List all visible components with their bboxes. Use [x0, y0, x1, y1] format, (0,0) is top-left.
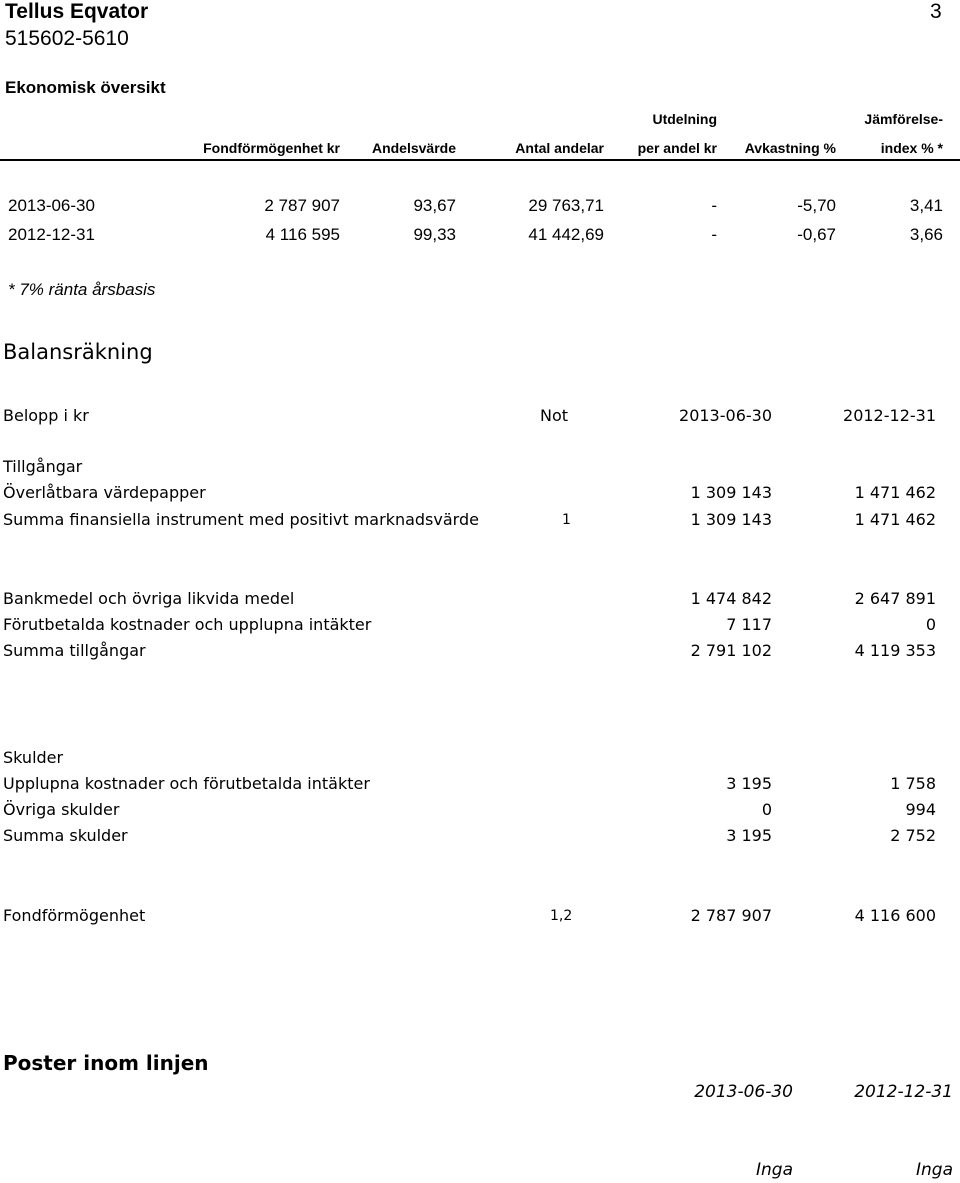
row-return: -0,67: [797, 225, 836, 244]
balance-row-2013: 3 195: [726, 774, 772, 793]
balance-row-2013: 0: [761, 800, 772, 819]
row-units: 41 442,69: [528, 225, 604, 244]
balance-row-label: Övriga skulder: [3, 800, 120, 819]
org-number: 515602-5610: [5, 27, 129, 50]
balance-row-label: Summa skulder: [3, 826, 128, 845]
balance-row-label: Bankmedel och övriga likvida medel: [3, 589, 295, 608]
row-unit-value: 93,67: [413, 196, 456, 215]
balance-row-2013: 1 474 842: [690, 589, 772, 608]
overview-divider: [0, 159, 960, 161]
balance-row-2012: 1 471 462: [854, 483, 936, 502]
balance-row-2013: 2 791 102: [690, 641, 772, 660]
col-distribution-line2: per andel kr: [637, 140, 717, 156]
page-number: 3: [930, 0, 942, 23]
balance-row-label: Summa finansiella instrument med positivt marknadsvärde: [3, 510, 479, 529]
off-balance-col-2012: 2012-12-31: [854, 1082, 953, 1102]
assets-heading: Tillgångar: [3, 457, 83, 476]
balance-row-2013: 3 195: [726, 826, 772, 845]
balance-row-2013: 7 117: [726, 615, 772, 634]
col-return: Avkastning %: [744, 140, 836, 156]
fund-assets-label: Fondförmögenhet: [3, 906, 146, 925]
balance-row-2012: 1 471 462: [854, 510, 936, 529]
balance-row-label: Överlåtbara värdepapper: [3, 483, 206, 502]
balance-row-2012: 4 119 353: [854, 641, 936, 660]
balance-row-2012: 2 647 891: [854, 589, 936, 608]
col-unit-value: Andelsvärde: [371, 140, 456, 156]
balance-row-note: 1: [562, 512, 571, 528]
balance-row-2013: 1 309 143: [690, 510, 772, 529]
row-fund-assets: 2 787 907: [264, 196, 340, 215]
balance-col-2012: 2012-12-31: [843, 406, 936, 425]
off-balance-col-2013: 2013-06-30: [694, 1082, 793, 1102]
col-units: Antal andelar: [515, 140, 604, 156]
balance-row-2012: 1 758: [890, 774, 936, 793]
col-distribution-line1: Utdelning: [652, 111, 717, 127]
balance-title: Balansräkning: [3, 340, 153, 364]
row-fund-assets: 4 116 595: [265, 225, 340, 244]
balance-row-2013: 1 309 143: [690, 483, 772, 502]
row-index: 3,41: [909, 196, 943, 215]
col-index-line2: index % *: [880, 140, 943, 156]
liabilities-heading: Skulder: [3, 748, 64, 767]
fund-assets-2013: 2 787 907: [690, 906, 772, 925]
row-date: 2012-12-31: [8, 225, 95, 244]
balance-row-label: Summa tillgångar: [3, 641, 146, 660]
off-balance-title: Poster inom linjen: [3, 1051, 209, 1075]
off-balance-value-2013: Inga: [756, 1160, 793, 1180]
row-date: 2013-06-30: [8, 196, 95, 215]
balance-row-2012: 2 752: [890, 826, 936, 845]
balance-row-2012: 994: [905, 800, 936, 819]
row-unit-value: 99,33: [413, 225, 456, 244]
fund-assets-2012: 4 116 600: [854, 906, 936, 925]
row-return: -5,70: [797, 196, 836, 215]
row-distribution: -: [711, 196, 717, 215]
overview-title: Ekonomisk översikt: [5, 78, 166, 97]
balance-amount-label: Belopp i kr: [3, 406, 89, 425]
company-name: Tellus Eqvator: [5, 0, 149, 23]
balance-row-label: Förutbetalda kostnader och upplupna intäkter: [3, 615, 372, 634]
balance-note-label: Not: [540, 406, 569, 425]
row-distribution: -: [711, 225, 717, 244]
row-units: 29 763,71: [528, 196, 604, 215]
fund-assets-note: 1,2: [550, 908, 573, 924]
col-index-line1: Jämförelse-: [864, 111, 943, 127]
off-balance-value-2012: Inga: [916, 1160, 953, 1180]
col-fund-assets: Fondförmögenhet kr: [203, 140, 340, 156]
balance-col-2013: 2013-06-30: [679, 406, 772, 425]
balance-row-2012: 0: [925, 615, 936, 634]
balance-row-label: Upplupna kostnader och förutbetalda intäkter: [3, 774, 370, 793]
overview-footnote: * 7% ränta årsbasis: [8, 280, 156, 299]
row-index: 3,66: [909, 225, 943, 244]
